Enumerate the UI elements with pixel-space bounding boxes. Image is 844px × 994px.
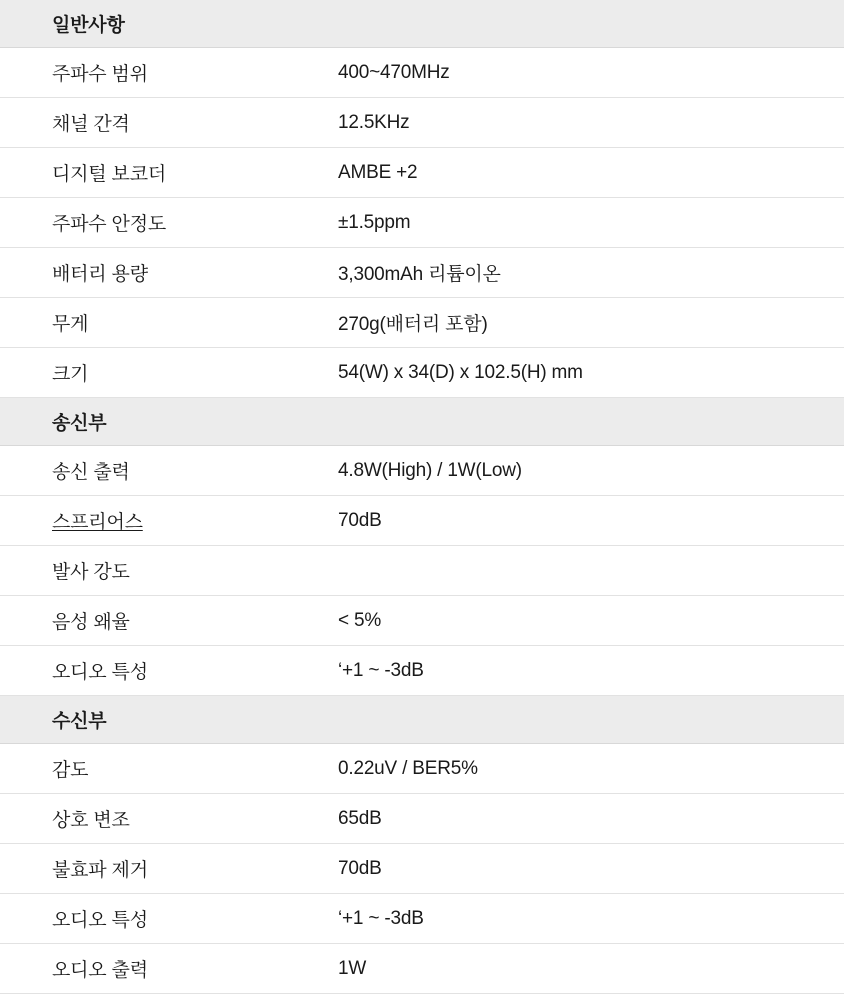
spec-value: 65dB bbox=[330, 794, 844, 844]
spec-row bbox=[0, 98, 844, 148]
spec-value: 70dB bbox=[330, 844, 844, 894]
spec-row bbox=[0, 844, 844, 894]
spec-label-text: 디지털 보코더 bbox=[52, 164, 167, 185]
spec-label bbox=[0, 894, 330, 944]
spec-row bbox=[0, 198, 844, 248]
spec-label bbox=[0, 198, 330, 248]
spec-value: 1W bbox=[330, 944, 844, 994]
spec-row bbox=[0, 794, 844, 844]
spec-label-text: 음성 왜율 bbox=[52, 612, 130, 633]
spec-row bbox=[0, 646, 844, 696]
spec-value: 12.5KHz bbox=[330, 98, 844, 148]
spec-row bbox=[0, 894, 844, 944]
section-header-label: 일반사항 bbox=[0, 0, 844, 48]
spec-value: AMBE +2 bbox=[330, 148, 844, 198]
spec-row bbox=[0, 596, 844, 646]
spec-value: < 5% bbox=[330, 596, 844, 646]
spec-label bbox=[0, 944, 330, 994]
spec-label-text: 무게 bbox=[52, 314, 89, 335]
spec-label-text: 채널 간격 bbox=[52, 114, 130, 135]
spec-label bbox=[0, 596, 330, 646]
spec-value: ‘+1 ~ -3dB bbox=[330, 894, 844, 944]
spec-label bbox=[0, 98, 330, 148]
spec-label-text: 배터리 용량 bbox=[52, 264, 148, 285]
spec-label bbox=[0, 248, 330, 298]
section-header-row bbox=[0, 398, 844, 446]
spec-value: ‘+1 ~ -3dB bbox=[330, 646, 844, 696]
spec-label bbox=[0, 148, 330, 198]
spec-label bbox=[0, 744, 330, 794]
spec-label bbox=[0, 298, 330, 348]
spec-label-text: 불효파 제거 bbox=[52, 860, 148, 881]
spec-row bbox=[0, 496, 844, 546]
spec-value: 70dB bbox=[330, 496, 844, 546]
section-header-row bbox=[0, 696, 844, 744]
spec-label bbox=[0, 48, 330, 98]
spec-label-text: 오디오 특성 bbox=[52, 662, 148, 683]
spec-label bbox=[0, 348, 330, 398]
spec-label bbox=[0, 794, 330, 844]
section-header-row bbox=[0, 0, 844, 48]
spec-label-text: 주파수 안정도 bbox=[52, 214, 167, 235]
spec-label-text: 스프리어스 bbox=[52, 512, 143, 533]
spec-label-text: 오디오 출력 bbox=[52, 960, 148, 981]
spec-value: 270g(배터리 포함) bbox=[330, 298, 844, 348]
spec-label-text: 송신 출력 bbox=[52, 462, 130, 483]
spec-label bbox=[0, 446, 330, 496]
spec-label-text: 상호 변조 bbox=[52, 810, 130, 831]
spec-label-text: 주파수 범위 bbox=[52, 64, 148, 85]
spec-label bbox=[0, 546, 330, 596]
spec-value: 0.22uV / BER5% bbox=[330, 744, 844, 794]
spec-value bbox=[330, 546, 844, 596]
spec-value: 54(W) x 34(D) x 102.5(H) mm bbox=[330, 348, 844, 398]
spec-row bbox=[0, 744, 844, 794]
spec-value: 4.8W(High) / 1W(Low) bbox=[330, 446, 844, 496]
spec-label-text: 크기 bbox=[52, 364, 89, 385]
spec-row bbox=[0, 446, 844, 496]
spec-label-text: 발사 강도 bbox=[52, 562, 130, 583]
spec-row bbox=[0, 48, 844, 98]
spec-value: ±1.5ppm bbox=[330, 198, 844, 248]
spec-row bbox=[0, 944, 844, 994]
spec-row bbox=[0, 248, 844, 298]
section-header-label: 수신부 bbox=[0, 696, 844, 744]
spec-row bbox=[0, 546, 844, 596]
section-header-label: 송신부 bbox=[0, 398, 844, 446]
spec-row bbox=[0, 348, 844, 398]
spec-row bbox=[0, 148, 844, 198]
spec-label bbox=[0, 844, 330, 894]
spec-label bbox=[0, 646, 330, 696]
spec-value: 3,300mAh 리튬이온 bbox=[330, 248, 844, 298]
spec-label-text: 감도 bbox=[52, 760, 89, 781]
spec-label-text: 오디오 특성 bbox=[52, 910, 148, 931]
spec-label bbox=[0, 496, 330, 546]
spec-row bbox=[0, 298, 844, 348]
spec-value: 400~470MHz bbox=[330, 48, 844, 98]
